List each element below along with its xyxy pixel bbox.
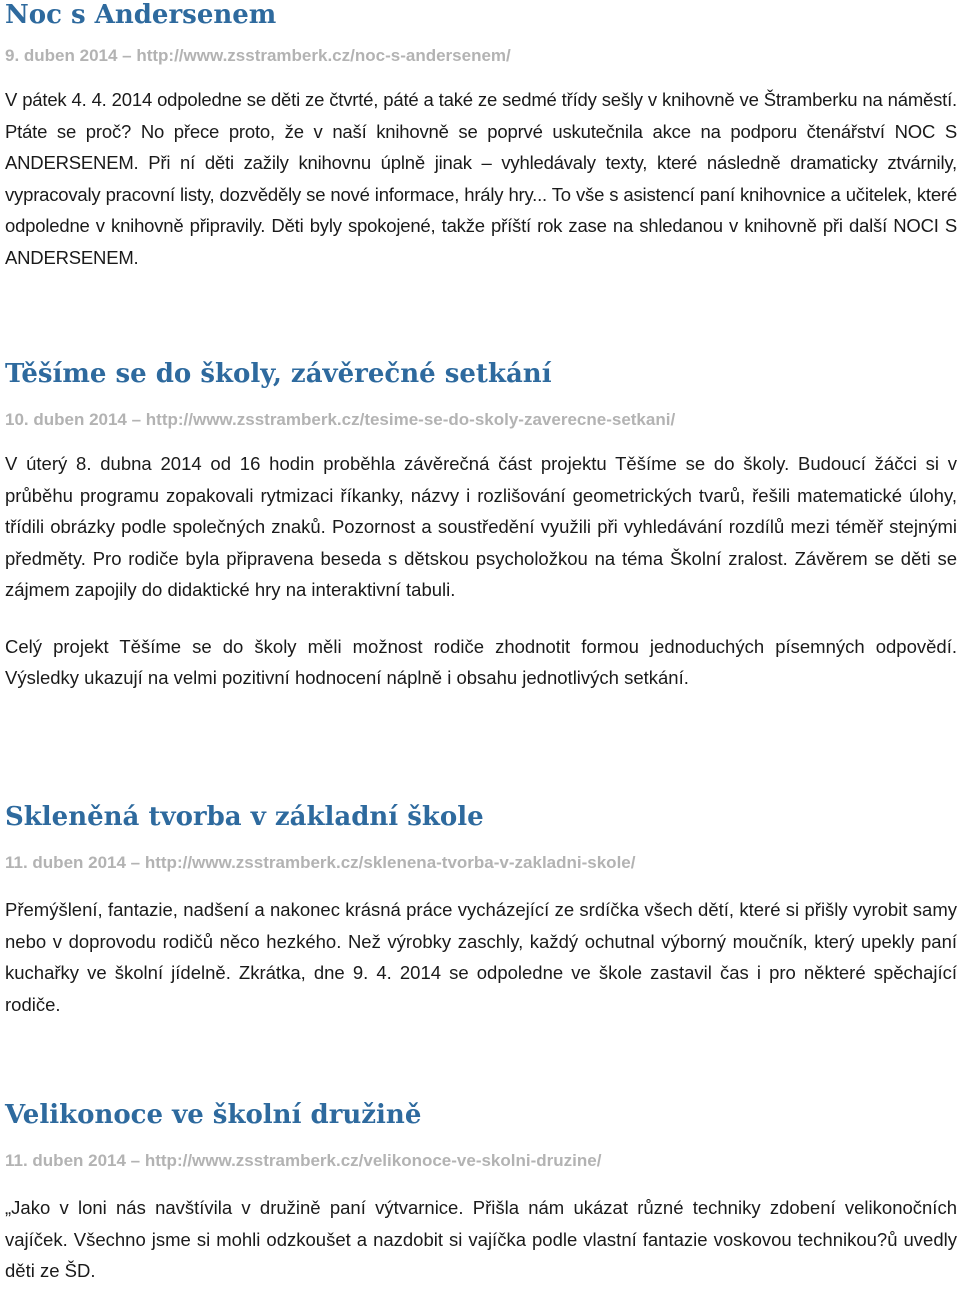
- article-paragraph: V úterý 8. dubna 2014 od 16 hodin proběhla závěrečná část projektu Těšíme se do školy. Budoucí žáčci si v průběhu programu zopakovali rytmizaci říkanky, názvy i rozlišování geometrických tvarů, řešili matematické úlohy, třídili obrázky podle společných znaků. Pozornost a soustředění využili při vyhledávání rozdílů mezi téměř stejnými předměty. Pro rodiče byla připravena beseda s dětskou psycholožkou na téma Školní zralost. Závěrem se děti se zájmem zapojily do didaktické hry na interaktivní tabuli.: [5, 453, 957, 600]
- article-meta: 10. duben 2014 – http://www.zsstramberk.cz/tesime-se-do-skoly-zaverecne-setkani/: [5, 410, 676, 429]
- article-title: Skleněná tvorba v základní škole: [5, 802, 484, 832]
- article-meta: 11. duben 2014 – http://www.zsstramberk.cz/velikonoce-ve-skolni-druzine/: [5, 1151, 602, 1170]
- article-meta: 11. duben 2014 – http://www.zsstramberk.cz/sklenena-tvorba-v-zakladni-skole/: [5, 853, 636, 872]
- article-title: Noc s Andersenem: [5, 0, 277, 30]
- article-tesime-se-do-skoly: [5, 359, 957, 694]
- article-paragraph: Přemýšlení, fantazie, nadšení a nakonec krásná práce vycházející ze srdíčka všech dětí, které si přišly vyrobit samy nebo v doprovodu rodičů něco hezkého. Než výrobky zaschly, každý ochutnal výborný moučník, který upekly paní kuchařky ve školní jídelně. Zkrátka, dne 9. 4. 2014 se odpoledne ve škole zastavil čas i pro některé spěchající rodiče.: [5, 899, 957, 1015]
- article-velikonoce: [5, 1100, 957, 1287]
- article-sklenena-tvorba: [5, 802, 957, 1020]
- article-title: Velikonoce ve školní družině: [5, 1100, 422, 1130]
- article-noc-s-andersenem: [5, 0, 957, 273]
- article-paragraph: V pátek 4. 4. 2014 odpoledne se děti ze čtvrté, páté a také ze sedmé třídy sešly v knihovně ve Štramberku na náměstí. Ptáte se proč? No přece proto, že v naší knihovně se poprvé uskutečnila akce na podporu čtenářství NOC S ANDERSENEM. Při ní děti zažily knihovnu úplně jinak – vyhledávaly texty, které následně dramaticky ztvárnily, vypracovaly pracovní listy, dozvěděly se nové informace, hrály hry... To vše s asistencí paní knihovnice a učitelek, které odpoledne v knihovně připravily. Děti byly spokojené, takže příští rok zase na shledanou v knihovně při další NOCI S ANDERSENEM.: [5, 89, 957, 268]
- article-meta: 9. duben 2014 – http://www.zsstramberk.cz/noc-s-andersenem/: [5, 46, 511, 65]
- article-title: Těšíme se do školy, závěrečné setkání: [5, 359, 552, 389]
- article-paragraph: „Jako v loni nás navštívila v družině paní výtvarnice. Přišla nám ukázat různé techniky zdobení velikonočních vajíček. Všechno jsme si mohli odzkoušet a nazdobit si vajíčka podle vlastní fantazie voskovou technikou?ů uvedly děti ze ŠD.: [5, 1197, 957, 1281]
- article-paragraph: Celý projekt Těšíme se do školy měli možnost rodiče zhodnotit formou jednoduchých písemných odpovědí. Výsledky ukazují na velmi pozitivní hodnocení náplně i obsahu jednotlivých setkání.: [5, 635, 957, 688]
